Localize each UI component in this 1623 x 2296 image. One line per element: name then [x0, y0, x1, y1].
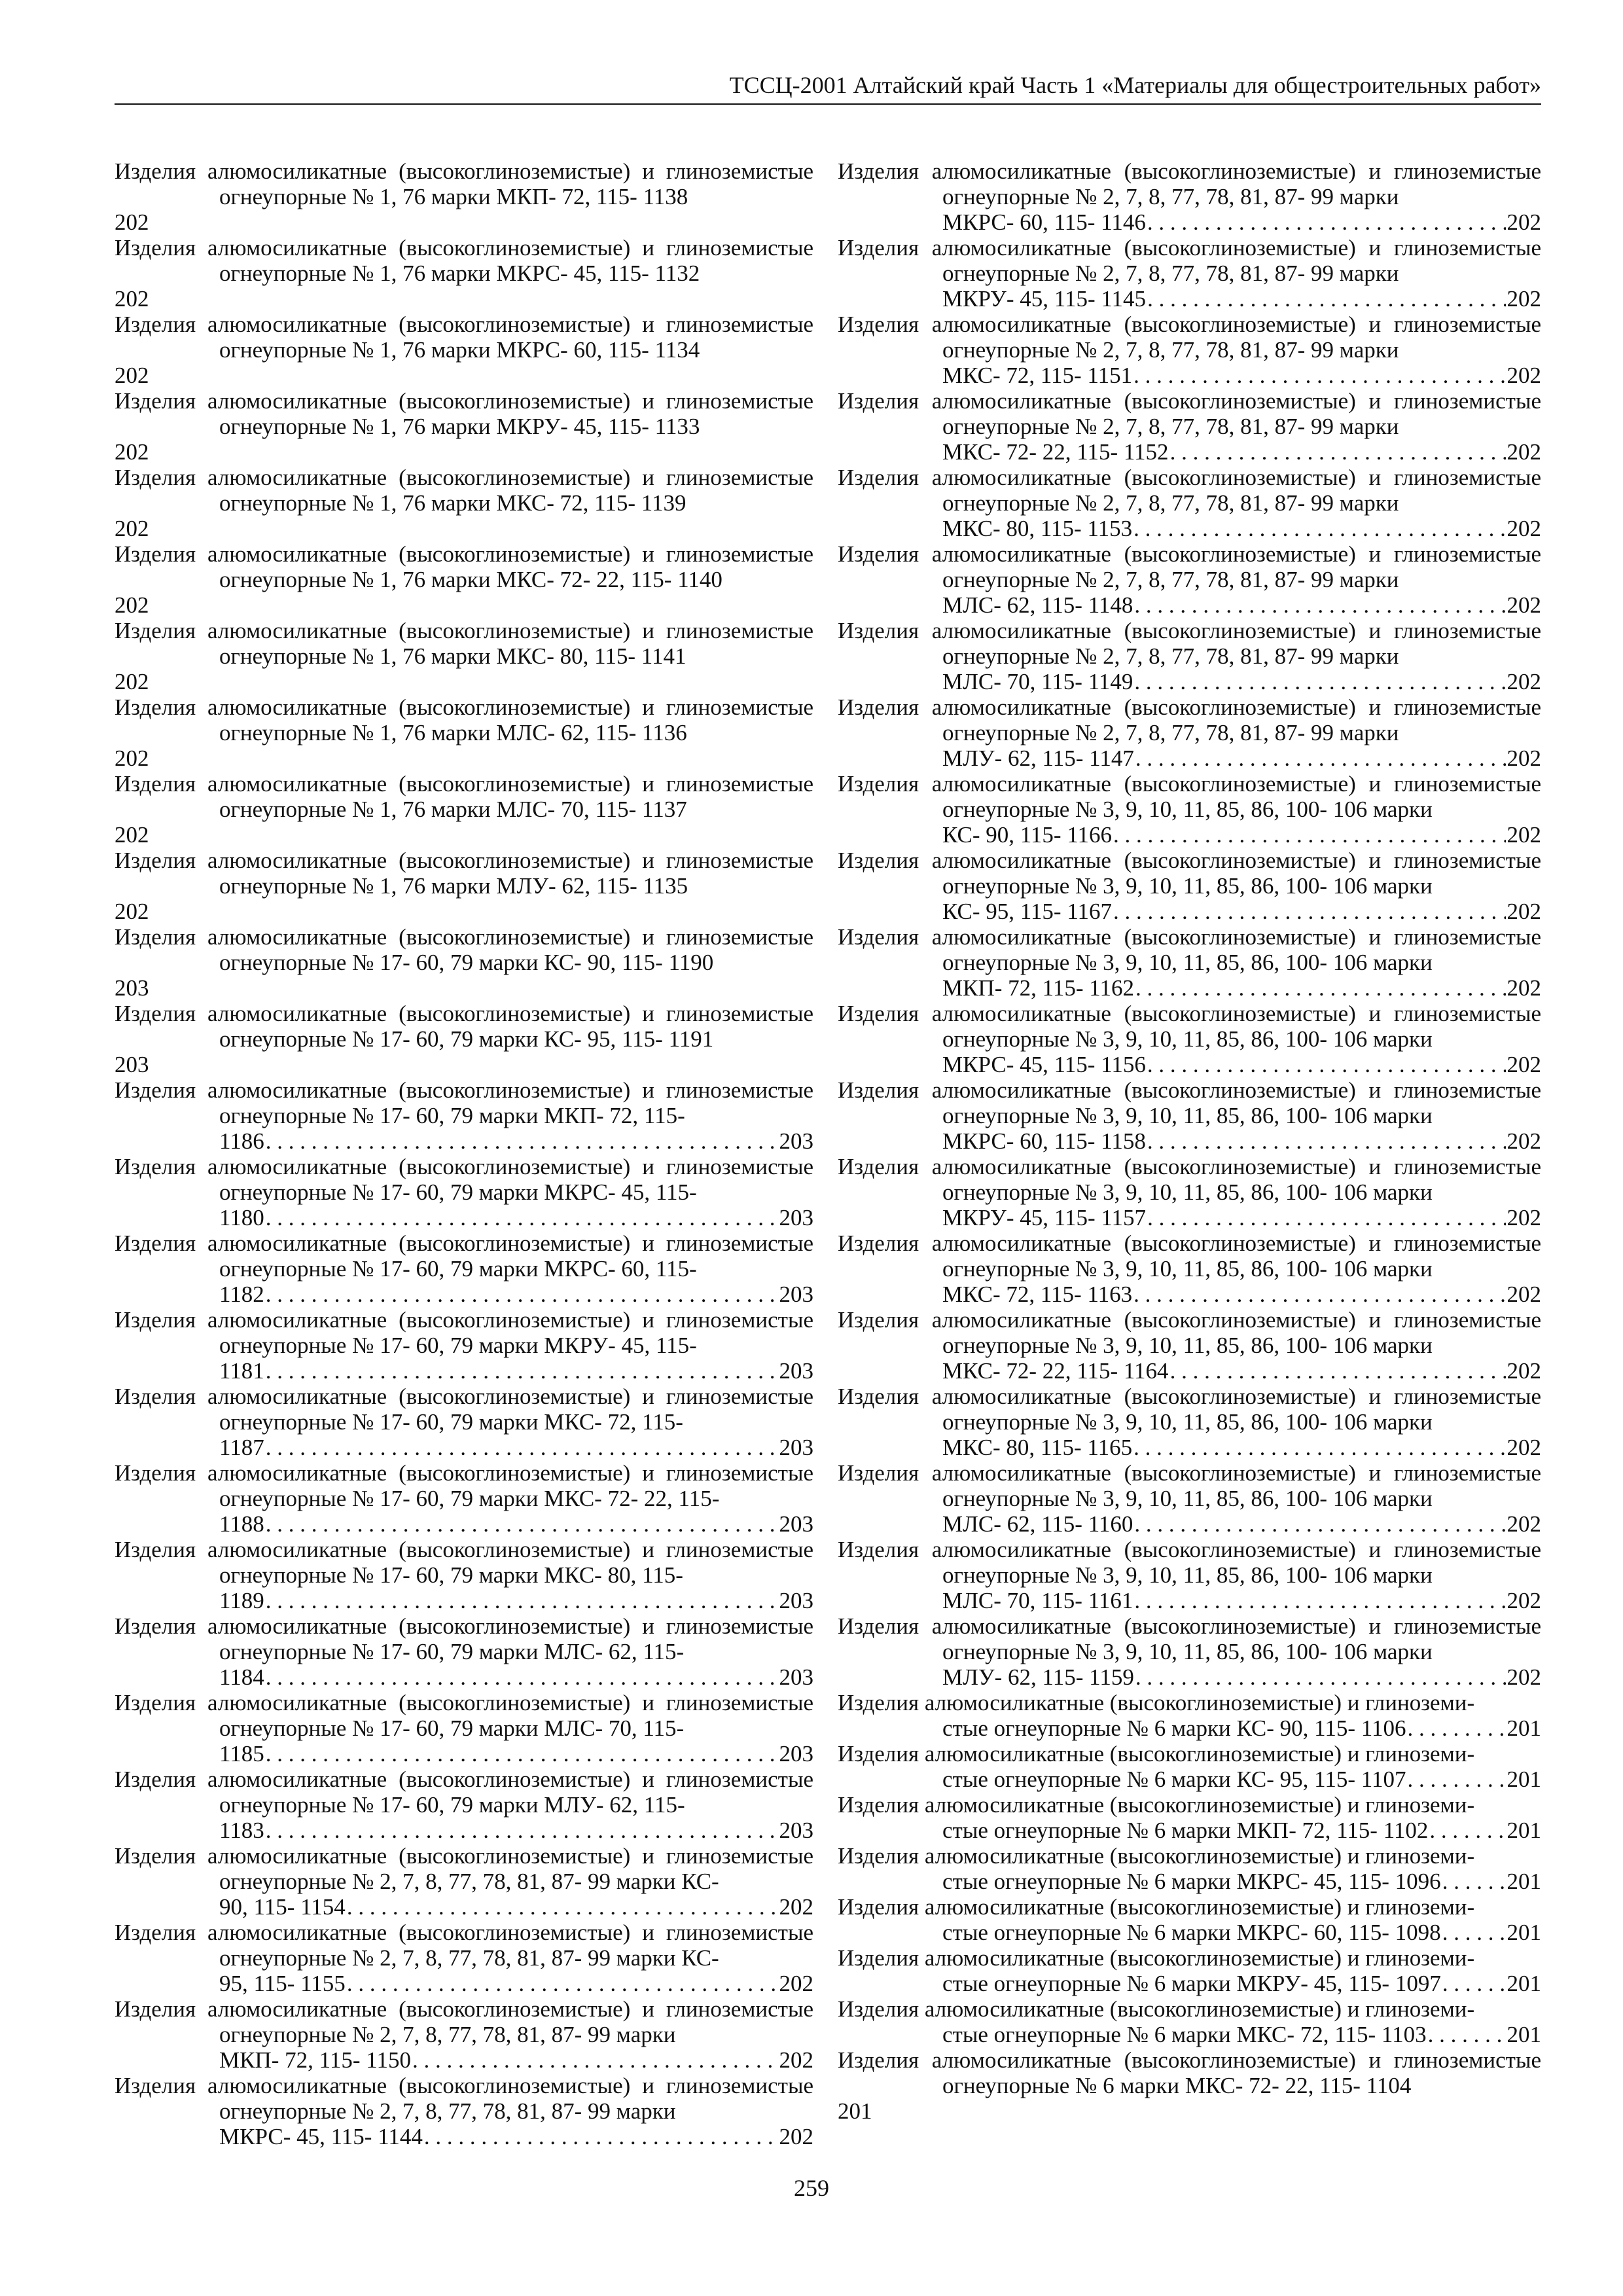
index-entry: [838, 1230, 1541, 1307]
dot-leader: [1442, 1920, 1506, 1945]
index-entry-text: Изделия алюмосиликатные (высокоглиноземистые) и глиноземистые огнеупорные № 1, 76 марки МЛУ- 62, 115- 1135: [115, 848, 813, 899]
index-entry-text: Изделия алюмосиликатные (высокоглиноземистые) и глиноземистые огнеупорные № 3, 9, 10, 11, 85, 86, 100- 106 марки: [838, 1307, 1541, 1358]
index-entry-tail: 95, 115- 1155: [219, 1971, 346, 1996]
index-entry-last-line: [942, 1588, 1541, 1613]
dot-leader: [1442, 1869, 1506, 1894]
index-entry-page: 202: [1507, 1358, 1541, 1384]
index-entry-last-line: [942, 439, 1541, 465]
index-entry-tail: МКС- 72- 22, 115- 1164: [942, 1358, 1169, 1384]
index-entry-text: Изделия алюмосиликатные (высокоглиноземистые) и глиноземистые огнеупорные № 1, 76 марки МКРУ- 45, 115- 1133: [115, 388, 813, 439]
index-entry: [838, 1460, 1541, 1537]
index-entry-last-line: [942, 1715, 1541, 1741]
dot-leader: [1133, 1282, 1505, 1307]
dot-leader: [1134, 669, 1505, 694]
index-entry-tail: 1189: [219, 1588, 264, 1613]
index-entry: [115, 694, 813, 771]
dot-leader: [424, 2124, 778, 2149]
index-entry: [115, 388, 813, 465]
index-entry: [115, 1307, 813, 1384]
index-entry-last-line: [942, 1818, 1541, 1843]
dot-leader: [1147, 286, 1505, 312]
index-entry-last-line: [942, 899, 1541, 924]
index-entry: [115, 1384, 813, 1460]
index-entry-text: Изделия алюмосиликатные (высокоглиноземистые) и глиноземистые огнеупорные № 1, 76 марки МКС- 80, 115- 1141: [115, 618, 813, 669]
index-entry: [838, 1741, 1541, 1792]
dot-leader: [1133, 1435, 1505, 1460]
dot-leader: [347, 1894, 778, 1920]
index-entry-tail: МКРУ- 45, 115- 1157: [942, 1205, 1147, 1230]
index-entry-text: Изделия алюмосиликатные (высокоглиноземистые) и глиноземистые огнеупорные № 17- 60, 79 марки МКРУ- 45, 115-: [115, 1307, 813, 1358]
index-entry: [838, 848, 1541, 924]
dot-leader: [1147, 1205, 1505, 1230]
index-entry-last-line: [942, 2022, 1541, 2047]
index-entry: [838, 1537, 1541, 1613]
index-entry-page: 202: [1507, 1435, 1541, 1460]
index-entry-page: 201: [1507, 2022, 1541, 2047]
index-entry-text: Изделия алюмосиликатные (высокоглиноземистые) и глиноземистые огнеупорные № 2, 7, 8, 77, 78, 81, 87- 99 марки: [838, 312, 1541, 363]
index-entry-text: Изделия алюмосиликатные (высокоглиноземистые) и глиноземи-: [838, 1843, 1475, 1869]
index-entry-tail: стые огнеупорные № 6 марки МКП- 72, 115- 1102: [942, 1818, 1429, 1843]
index-entry-tail: КС- 95, 115- 1167: [942, 899, 1113, 924]
index-entry: [838, 1613, 1541, 1690]
index-entry: [838, 388, 1541, 465]
index-entry-text: Изделия алюмосиликатные (высокоглиноземистые) и глиноземистые огнеупорные № 2, 7, 8, 77, 78, 81, 87- 99 марки КС-: [115, 1920, 813, 1971]
index-entry-page: 202: [1507, 516, 1541, 541]
index-entry-tail: 1183: [219, 1818, 264, 1843]
index-column-left: [115, 158, 813, 2149]
index-entry-text: Изделия алюмосиликатные (высокоглиноземистые) и глиноземистые огнеупорные № 17- 60, 79 марки МКС- 72- 22, 115-: [115, 1460, 813, 1511]
index-entry-page: 202: [115, 209, 149, 235]
index-entry-last-line: [942, 363, 1541, 388]
index-entry-text: Изделия алюмосиликатные (высокоглиноземистые) и глиноземистые огнеупорные № 17- 60, 79 марки МЛС- 70, 115-: [115, 1690, 813, 1741]
index-entry-text: Изделия алюмосиликатные (высокоглиноземистые) и глиноземистые огнеупорные № 17- 60, 79 марки МЛС- 62, 115-: [115, 1613, 813, 1664]
index-entry-page: 203: [779, 1128, 813, 1154]
index-entry-text: Изделия алюмосиликатные (высокоглиноземистые) и глиноземистые огнеупорные № 2, 7, 8, 77, 78, 81, 87- 99 марки: [838, 388, 1541, 439]
index-entry-last-line: [942, 1282, 1541, 1307]
index-entry-tail: МКРУ- 45, 115- 1145: [942, 286, 1147, 312]
index-entry-page: 202: [1507, 899, 1541, 924]
dot-leader: [1147, 1052, 1506, 1077]
dot-leader: [1135, 745, 1506, 771]
index-entry-tail: стые огнеупорные № 6 марки КС- 95, 115- 1107: [942, 1767, 1406, 1792]
index-entry: [838, 235, 1541, 312]
index-entry-tail: МЛУ- 62, 115- 1147: [942, 745, 1134, 771]
index-entry-last-line: [219, 1818, 813, 1843]
index-entry-tail: стые огнеупорные № 6 марки МКРУ- 45, 115- 1097: [942, 1971, 1441, 1996]
index-entry-text: Изделия алюмосиликатные (высокоглиноземистые) и глиноземи-: [838, 1741, 1475, 1767]
index-entry: [115, 1843, 813, 1920]
dot-leader: [266, 1435, 778, 1460]
index-entry-text: Изделия алюмосиликатные (высокоглиноземистые) и глиноземи-: [838, 1792, 1475, 1818]
index-entry-page: 202: [1507, 1588, 1541, 1613]
index-entry-text: Изделия алюмосиликатные (высокоглиноземистые) и глиноземистые огнеупорные № 17- 60, 79 марки КС- 90, 115- 1190: [115, 924, 813, 975]
index-entry-last-line: [942, 1920, 1541, 1945]
index-entry-text: Изделия алюмосиликатные (высокоглиноземистые) и глиноземистые огнеупорные № 17- 60, 79 марки МКС- 72, 115-: [115, 1384, 813, 1435]
index-entry-page: 202: [1507, 1511, 1541, 1537]
index-entry-last-line: [942, 1435, 1541, 1460]
index-entry-page: 202: [1507, 439, 1541, 465]
index-entry-last-line: [219, 2124, 813, 2149]
index-entry-text: Изделия алюмосиликатные (высокоглиноземистые) и глиноземистые огнеупорные № 2, 7, 8, 77, 78, 81, 87- 99 марки: [115, 2073, 813, 2124]
index-entry-page: 202: [779, 2047, 813, 2073]
index-entry-last-line: [942, 1205, 1541, 1230]
index-entry-text: Изделия алюмосиликатные (высокоглиноземистые) и глиноземистые огнеупорные № 1, 76 марки МКС- 72- 22, 115- 1140: [115, 541, 813, 592]
index-entry: [115, 1613, 813, 1690]
dot-leader: [1170, 439, 1506, 465]
index-entry-tail: стые огнеупорные № 6 марки МКС- 72, 115- 1103: [942, 2022, 1427, 2047]
index-entry-last-line: [942, 1971, 1541, 1996]
index-entry-text: Изделия алюмосиликатные (высокоглиноземистые) и глиноземистые огнеупорные № 2, 7, 8, 77, 78, 81, 87- 99 марки КС-: [115, 1843, 813, 1894]
dot-leader: [266, 1128, 778, 1154]
index-entry-text: Изделия алюмосиликатные (высокоглиноземистые) и глиноземистые огнеупорные № 3, 9, 10, 11, 85, 86, 100- 106 марки: [838, 1001, 1541, 1052]
index-entry: [838, 1001, 1541, 1077]
index-entry-text: Изделия алюмосиликатные (высокоглиноземистые) и глиноземи-: [838, 1945, 1475, 1971]
index-entry: [115, 771, 813, 848]
index-entry-text: Изделия алюмосиликатные (высокоглиноземистые) и глиноземистые огнеупорные № 3, 9, 10, 11, 85, 86, 100- 106 марки: [838, 1230, 1541, 1282]
index-entry-text: Изделия алюмосиликатные (высокоглиноземистые) и глиноземистые огнеупорные № 3, 9, 10, 11, 85, 86, 100- 106 марки: [838, 1613, 1541, 1664]
index-entry: [838, 158, 1541, 235]
index-entry-text: Изделия алюмосиликатные (высокоглиноземистые) и глиноземистые огнеупорные № 2, 7, 8, 77, 78, 81, 87- 99 марки: [838, 235, 1541, 286]
index-entry-last-line: [219, 1971, 813, 1996]
index-entry-text: Изделия алюмосиликатные (высокоглиноземистые) и глиноземистые огнеупорные № 1, 76 марки МЛС- 62, 115- 1136: [115, 694, 813, 745]
index-entry-tail: МКС- 72, 115- 1163: [942, 1282, 1133, 1307]
index-entry-page: 203: [779, 1358, 813, 1384]
index-entry: [115, 1230, 813, 1307]
index-entry-page: 202: [779, 1894, 813, 1920]
index-entry-last-line: [942, 516, 1541, 541]
index-entry: [838, 771, 1541, 848]
dot-leader: [1147, 1128, 1506, 1154]
dot-leader: [266, 1664, 778, 1690]
dot-leader: [1134, 1588, 1505, 1613]
index-entry: [838, 1894, 1541, 1945]
index-entry-tail: 1180: [219, 1205, 264, 1230]
index-entry-page: 203: [779, 1282, 813, 1307]
index-entry: [115, 1001, 813, 1077]
index-entry-page: 202: [115, 899, 149, 924]
index-entry-page: 203: [115, 975, 149, 1001]
index-entry-page: 203: [779, 1205, 813, 1230]
index-entry-last-line: [942, 1128, 1541, 1154]
index-entry: [115, 1920, 813, 1996]
index-entry-last-line: [942, 1869, 1541, 1894]
index-entry: [115, 1996, 813, 2073]
index-entry-page: 203: [115, 1052, 149, 1077]
index-entry: [115, 618, 813, 694]
dot-leader: [266, 1282, 778, 1307]
index-entry: [838, 924, 1541, 1001]
index-entry-last-line: [942, 1767, 1541, 1792]
index-entry-page: 202: [1507, 286, 1541, 312]
index-entry-last-line: [942, 286, 1541, 312]
index-entry-last-line: [942, 822, 1541, 848]
dot-leader: [1133, 363, 1505, 388]
dot-leader: [266, 1741, 778, 1767]
index-entry-text: Изделия алюмосиликатные (высокоглиноземистые) и глиноземистые огнеупорные № 17- 60, 79 марки МКП- 72, 115-: [115, 1077, 813, 1128]
dot-leader: [1134, 592, 1505, 618]
dot-leader: [266, 1818, 778, 1843]
index-entry-text: Изделия алюмосиликатные (высокоглиноземистые) и глиноземистые огнеупорные № 17- 60, 79 марки МКРС- 60, 115-: [115, 1230, 813, 1282]
index-entry: [115, 1154, 813, 1230]
index-entry-page: 202: [1507, 1664, 1541, 1690]
index-entry-last-line: [942, 1511, 1541, 1537]
index-entry-page: 202: [1507, 745, 1541, 771]
index-entry-text: Изделия алюмосиликатные (высокоглиноземистые) и глиноземистые огнеупорные № 2, 7, 8, 77, 78, 81, 87- 99 марки: [838, 618, 1541, 669]
index-entry-last-line: [942, 975, 1541, 1001]
dot-leader: [1429, 1818, 1505, 1843]
index-entry: [115, 1077, 813, 1154]
index-entry-tail: МКРС- 60, 115- 1146: [942, 209, 1146, 235]
index-entry-last-line: [219, 1435, 813, 1460]
dot-leader: [266, 1588, 778, 1613]
index-entry-last-line: [219, 1894, 813, 1920]
dot-leader: [412, 2047, 778, 2073]
dot-leader: [1428, 2022, 1506, 2047]
index-entry-text: Изделия алюмосиликатные (высокоглиноземистые) и глиноземи-: [838, 1996, 1475, 2022]
index-entry-text: Изделия алюмосиликатные (высокоглиноземистые) и глиноземистые огнеупорные № 2, 7, 8, 77, 78, 81, 87- 99 марки: [115, 1996, 813, 2047]
index-entry-page: 202: [115, 592, 149, 618]
index-entry-last-line: [219, 1588, 813, 1613]
index-entry-page: 202: [1507, 592, 1541, 618]
index-entry-last-line: [942, 745, 1541, 771]
index-entry-tail: стые огнеупорные № 6 марки КС- 90, 115- 1106: [942, 1715, 1406, 1741]
index-entry-tail: стые огнеупорные № 6 марки МКРС- 45, 115- 1096: [942, 1869, 1441, 1894]
index-entry: [115, 1460, 813, 1537]
index-entry-text: Изделия алюмосиликатные (высокоглиноземистые) и глиноземистые огнеупорные № 17- 60, 79 марки МЛУ- 62, 115-: [115, 1767, 813, 1818]
index-entry-text: Изделия алюмосиликатные (высокоглиноземистые) и глиноземистые огнеупорные № 17- 60, 79 марки МКС- 80, 115-: [115, 1537, 813, 1588]
index-entry-last-line: [942, 209, 1541, 235]
index-entry-tail: 1185: [219, 1741, 264, 1767]
index-entry: [838, 1307, 1541, 1384]
index-entry: [838, 1077, 1541, 1154]
index-entry-tail: стые огнеупорные № 6 марки МКРС- 60, 115- 1098: [942, 1920, 1441, 1945]
index-entry-last-line: [219, 1128, 813, 1154]
dot-leader: [266, 1511, 778, 1537]
dot-leader: [266, 1358, 778, 1384]
index-entry-text: Изделия алюмосиликатные (высокоглиноземистые) и глиноземистые огнеупорные № 2, 7, 8, 77, 78, 81, 87- 99 марки: [838, 465, 1541, 516]
index-entry: [115, 1537, 813, 1613]
index-entry-page: 202: [115, 822, 149, 848]
index-entry-page: 202: [1507, 363, 1541, 388]
index-entry: [838, 694, 1541, 771]
index-entry-text: Изделия алюмосиликатные (высокоглиноземистые) и глиноземистые огнеупорные № 2, 7, 8, 77, 78, 81, 87- 99 марки: [838, 158, 1541, 209]
index-entry-page: 203: [779, 1818, 813, 1843]
index-entry-text: Изделия алюмосиликатные (высокоглиноземистые) и глиноземистые огнеупорные № 3, 9, 10, 11, 85, 86, 100- 106 марки: [838, 1384, 1541, 1435]
index-entry: [838, 541, 1541, 618]
index-entry-text: Изделия алюмосиликатные (высокоглиноземистые) и глиноземи-: [838, 1894, 1475, 1920]
index-entry-page: 202: [1507, 1205, 1541, 1230]
index-entry: [115, 924, 813, 1001]
index-entry-page: 202: [1507, 209, 1541, 235]
index-entry-tail: КС- 90, 115- 1166: [942, 822, 1113, 848]
index-entry-last-line: [942, 1664, 1541, 1690]
index-entry: [838, 1154, 1541, 1230]
index-entry-text: Изделия алюмосиликатные (высокоглиноземистые) и глиноземистые огнеупорные № 1, 76 марки МКП- 72, 115- 1138: [115, 158, 813, 209]
index-entry-text: Изделия алюмосиликатные (высокоглиноземистые) и глиноземистые огнеупорные № 17- 60, 79 марки МКРС- 45, 115-: [115, 1154, 813, 1205]
index-entry-page: 203: [779, 1435, 813, 1460]
index-entry: [838, 1996, 1541, 2047]
index-entry-tail: МЛС- 62, 115- 1148: [942, 592, 1133, 618]
index-entry-tail: МЛС- 62, 115- 1160: [942, 1511, 1133, 1537]
index-entry: [838, 2047, 1541, 2124]
index-entry-page: 201: [1507, 1869, 1541, 1894]
index-entry-text: Изделия алюмосиликатные (высокоглиноземистые) и глиноземистые огнеупорные № 3, 9, 10, 11, 85, 86, 100- 106 марки: [838, 924, 1541, 975]
index-entry-last-line: [219, 1282, 813, 1307]
index-entry-page: 202: [115, 363, 149, 388]
index-entry: [115, 158, 813, 235]
index-entry-last-line: [942, 1052, 1541, 1077]
dot-leader: [1147, 209, 1506, 235]
index-entry-tail: МКП- 72, 115- 1150: [219, 2047, 411, 2073]
index-entry-last-line: [219, 1664, 813, 1690]
index-entry-page: 203: [779, 1741, 813, 1767]
index-entry-page: 201: [838, 2098, 872, 2124]
dot-leader: [266, 1205, 778, 1230]
index-entry-page: 202: [115, 669, 149, 694]
index-entry-page: 202: [1507, 1052, 1541, 1077]
index-entry-page: 203: [779, 1588, 813, 1613]
index-entry-last-line: [219, 1205, 813, 1230]
index-entry-text: Изделия алюмосиликатные (высокоглиноземистые) и глиноземистые огнеупорные № 6 марки МКС- 72- 22, 115- 1104: [838, 2047, 1541, 2098]
dot-leader: [1134, 1511, 1505, 1537]
index-entry-tail: МКС- 80, 115- 1165: [942, 1435, 1133, 1460]
index-entry-page: 201: [1507, 1971, 1541, 1996]
index-entry-text: Изделия алюмосиликатные (высокоглиноземистые) и глиноземистые огнеупорные № 3, 9, 10, 11, 85, 86, 100- 106 марки: [838, 848, 1541, 899]
page-number: 259: [794, 2175, 829, 2201]
index-entry-tail: 90, 115- 1154: [219, 1894, 346, 1920]
index-entry-tail: 1182: [219, 1282, 264, 1307]
index-entry: [115, 1690, 813, 1767]
index-entry-page: 202: [115, 516, 149, 541]
index-entry-last-line: [942, 592, 1541, 618]
index-entry-tail: 1184: [219, 1664, 264, 1690]
index-entry-tail: МЛУ- 62, 115- 1159: [942, 1664, 1134, 1690]
dot-leader: [1135, 1664, 1506, 1690]
index-entry-page: 203: [779, 1511, 813, 1537]
index-entry-page: 201: [1507, 1818, 1541, 1843]
index-entry: [838, 1690, 1541, 1741]
index-entry-page: 202: [115, 439, 149, 465]
index-entry-tail: МКРС- 60, 115- 1158: [942, 1128, 1146, 1154]
index-entry-text: Изделия алюмосиликатные (высокоглиноземистые) и глиноземистые огнеупорные № 3, 9, 10, 11, 85, 86, 100- 106 марки: [838, 771, 1541, 822]
index-entry-text: Изделия алюмосиликатные (высокоглиноземистые) и глиноземистые огнеупорные № 2, 7, 8, 77, 78, 81, 87- 99 марки: [838, 541, 1541, 592]
index-entry: [115, 541, 813, 618]
dot-leader: [1170, 1358, 1506, 1384]
dot-leader: [1133, 516, 1505, 541]
index-entry-page: 202: [1507, 1128, 1541, 1154]
dot-leader: [347, 1971, 778, 1996]
index-entry-last-line: [219, 1741, 813, 1767]
index-entry: [838, 1384, 1541, 1460]
index-entry-page: 202: [1507, 1282, 1541, 1307]
index-entry: [838, 1843, 1541, 1894]
index-entry-page: 202: [779, 2124, 813, 2149]
dot-leader: [1442, 1971, 1506, 1996]
index-entry-page: 201: [1507, 1715, 1541, 1741]
index-entry-text: Изделия алюмосиликатные (высокоглиноземистые) и глиноземистые огнеупорные № 3, 9, 10, 11, 85, 86, 100- 106 марки: [838, 1154, 1541, 1205]
index-entry: [838, 1792, 1541, 1843]
index-column-right: [838, 158, 1541, 2124]
index-entry-text: Изделия алюмосиликатные (высокоглиноземистые) и глиноземистые огнеупорные № 1, 76 марки МКРС- 45, 115- 1132: [115, 235, 813, 286]
index-entry: [115, 312, 813, 388]
index-entry-text: Изделия алюмосиликатные (высокоглиноземистые) и глиноземистые огнеупорные № 2, 7, 8, 77, 78, 81, 87- 99 марки: [838, 694, 1541, 745]
index-entry-tail: 1187: [219, 1435, 264, 1460]
index-entry-text: Изделия алюмосиликатные (высокоглиноземистые) и глиноземистые огнеупорные № 3, 9, 10, 11, 85, 86, 100- 106 марки: [838, 1537, 1541, 1588]
index-entry-tail: МКП- 72, 115- 1162: [942, 975, 1134, 1001]
dot-leader: [1408, 1715, 1506, 1741]
index-entry-page: 203: [779, 1664, 813, 1690]
index-entry-text: Изделия алюмосиликатные (высокоглиноземистые) и глиноземистые огнеупорные № 1, 76 марки МКРС- 60, 115- 1134: [115, 312, 813, 363]
index-entry-tail: МКС- 72, 115- 1151: [942, 363, 1133, 388]
index-entry-last-line: [219, 1358, 813, 1384]
index-entry-page: 202: [1507, 822, 1541, 848]
index-entry-tail: МКС- 72- 22, 115- 1152: [942, 439, 1169, 465]
index-entry: [838, 465, 1541, 541]
index-entry-last-line: [219, 1511, 813, 1537]
index-entry-last-line: [942, 669, 1541, 694]
index-entry-tail: МКРС- 45, 115- 1156: [942, 1052, 1146, 1077]
index-entry: [115, 2073, 813, 2149]
index-entry: [838, 1945, 1541, 1996]
index-entry-page: 201: [1507, 1920, 1541, 1945]
index-entry: [115, 235, 813, 312]
index-entry-tail: 1186: [219, 1128, 264, 1154]
dot-leader: [1408, 1767, 1506, 1792]
index-entry-tail: МЛС- 70, 115- 1149: [942, 669, 1133, 694]
index-entry-page: 202: [1507, 669, 1541, 694]
index-entry-page: 202: [779, 1971, 813, 1996]
index-entry-page: 201: [1507, 1767, 1541, 1792]
index-entry-page: 202: [1507, 975, 1541, 1001]
index-entry-tail: МКС- 80, 115- 1153: [942, 516, 1133, 541]
index-entry-text: Изделия алюмосиликатные (высокоглиноземистые) и глиноземистые огнеупорные № 3, 9, 10, 11, 85, 86, 100- 106 марки: [838, 1460, 1541, 1511]
index-entry-text: Изделия алюмосиликатные (высокоглиноземистые) и глиноземистые огнеупорные № 1, 76 марки МКС- 72, 115- 1139: [115, 465, 813, 516]
dot-leader: [1135, 975, 1506, 1001]
index-entry-tail: МЛС- 70, 115- 1161: [942, 1588, 1133, 1613]
index-entry-text: Изделия алюмосиликатные (высокоглиноземистые) и глиноземи-: [838, 1690, 1475, 1715]
index-entry: [838, 312, 1541, 388]
index-entry: [115, 848, 813, 924]
dot-leader: [1113, 899, 1505, 924]
index-entry-page: 202: [115, 286, 149, 312]
dot-leader: [1113, 822, 1505, 848]
index-entry-last-line: [942, 1358, 1541, 1384]
index-entry-text: Изделия алюмосиликатные (высокоглиноземистые) и глиноземистые огнеупорные № 3, 9, 10, 11, 85, 86, 100- 106 марки: [838, 1077, 1541, 1128]
index-entry: [838, 618, 1541, 694]
index-entry: [115, 1767, 813, 1843]
index-entry-tail: 1188: [219, 1511, 264, 1537]
index-entry-tail: 1181: [219, 1358, 264, 1384]
running-header: ТССЦ-2001 Алтайский край Часть 1 «Материалы для общестроительных работ»: [115, 71, 1541, 105]
index-entry-last-line: [219, 2047, 813, 2073]
index-entry-tail: МКРС- 45, 115- 1144: [219, 2124, 423, 2149]
index-entry-text: Изделия алюмосиликатные (высокоглиноземистые) и глиноземистые огнеупорные № 1, 76 марки МЛС- 70, 115- 1137: [115, 771, 813, 822]
index-entry: [115, 465, 813, 541]
index-entry-page: 202: [115, 745, 149, 771]
index-entry-text: Изделия алюмосиликатные (высокоглиноземистые) и глиноземистые огнеупорные № 17- 60, 79 марки КС- 95, 115- 1191: [115, 1001, 813, 1052]
